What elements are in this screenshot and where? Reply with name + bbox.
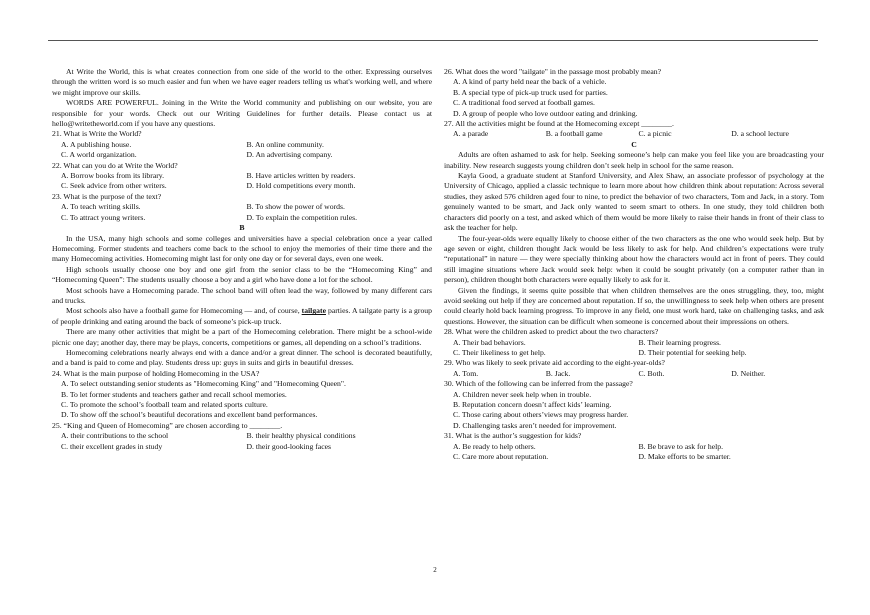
option-d: D. Challenging tasks aren’t needed for improvement. bbox=[453, 420, 617, 430]
paragraph: High schools usually choose one boy and one girl from the senior class to be the “Homecoming King” and “Homecoming Queen”: The students usually choose a boy and a girl who have done a lot for the school. bbox=[52, 264, 432, 285]
option-d: D. Neither. bbox=[731, 368, 766, 378]
question-stem: 30. Which of the following can be inferred from the passage? bbox=[444, 379, 633, 389]
tailgate-word: tailgate bbox=[301, 306, 326, 316]
question-30 bbox=[444, 379, 824, 431]
section-heading-c: C bbox=[631, 139, 637, 149]
option-b: B. their healthy physical conditions bbox=[246, 431, 356, 441]
question-stem: 26. What does the word "tailgate" in the passage most probably mean? bbox=[444, 67, 662, 76]
paragraph: In the USA, many high schools and some colleges and universities have a special celebration once a year called Homecoming. Former students and teachers come back to the school to enjoy the memories of their time there and the many Homecoming activities. Homecoming might last for only one day or for several days, even one week. bbox=[52, 233, 432, 264]
option-b: B. An online community. bbox=[246, 139, 324, 149]
header-rule bbox=[48, 40, 818, 41]
paragraph: Given the findings, it seems quite possible that when children themselves are the ones struggling, they, too, might avoid seeking out help if they are concerned about reputation. If so, the unwillingness to seek help when others are present could clearly hold back learning progress. To improve in any field, one must work hard, take on challenging tasks, and ask questions. However, the situation can be difficult when someone is concerned about their impressions on others. bbox=[444, 285, 824, 326]
paragraph: Adults are often ashamed to ask for help. Seeking someone’s help can make you feel like you are broadcasting your inability. New research suggests young children don’t seek help in school for the same reason. bbox=[444, 150, 824, 170]
question-stem: 31. What is the author’s suggestion for kids? bbox=[444, 431, 582, 441]
option-b: B. Reputation concern doesn’t affect kids’ learning. bbox=[453, 400, 612, 409]
question-22 bbox=[52, 161, 432, 192]
option-c: C. Seek advice from other writers. bbox=[61, 181, 167, 191]
option-a: A. To select outstanding senior students as "Homecoming King" and "Homecoming Queen". bbox=[61, 379, 346, 389]
option-d: D. An advertising company. bbox=[246, 150, 333, 160]
option-c: C. Their likeliness to get help. bbox=[453, 347, 546, 357]
option-c: C. a picnic bbox=[638, 129, 672, 139]
option-b: B. Be brave to ask for help. bbox=[638, 441, 724, 451]
option-a: A. Tom. bbox=[453, 368, 479, 378]
paragraph: Kayla Good, a graduate student at Stanford University, and Alex Shaw, an associate professor of psychology at the University of Chicago, applied a classic technique to learn more about how children think about reputation: Across several studies, they asked 576 children aged four to nine, to predict the behavior of two characters, Tom and Jack, in a story. Tom genuinely wanted to be smart, and Jack only wanted to seem smart to others. In one study, they told children both characters did poorly on a test, and asked which of them would be more likely to raise their hands in front of their class to ask the teacher for help. bbox=[444, 171, 824, 233]
option-b: B. To show the power of words. bbox=[246, 202, 345, 212]
question-stem: 25. “King and Queen of Homecoming” are chosen according to ________. bbox=[52, 420, 283, 430]
option-a: A. To teach writing skills. bbox=[61, 202, 141, 212]
option-a: A. Borrow books from its library. bbox=[61, 171, 165, 181]
question-23 bbox=[52, 192, 432, 223]
question-27 bbox=[444, 119, 824, 140]
question-stem: 27. All the activities might be found at the Homecoming except ________. bbox=[444, 119, 674, 129]
question-26 bbox=[444, 67, 824, 119]
question-stem: 28. What were the children asked to predict about the two characters? bbox=[444, 327, 659, 337]
option-b: B. A special type of pick-up truck used for parties. bbox=[453, 87, 608, 97]
option-a: A. A kind of party held near the back of a vehicle. bbox=[453, 77, 607, 87]
option-d: D. their good-looking faces bbox=[246, 441, 332, 451]
paragraph-tailgate: Most schools also have a football game for Homecoming — and, of course, tailgate parties. A tailgate party is a group of people drinking and eating around the back of someone’s pick-up truck. bbox=[52, 306, 432, 326]
option-b: B. Their learning progress. bbox=[638, 337, 721, 347]
question-24 bbox=[52, 369, 432, 421]
option-d: D. a school lecture bbox=[731, 129, 789, 139]
question-stem: 22. What can you do at Write the World? bbox=[52, 160, 178, 170]
option-b: B. Have articles written by readers. bbox=[246, 171, 356, 181]
question-29 bbox=[444, 358, 824, 379]
option-d: D. Their potential for seeking help. bbox=[638, 347, 747, 357]
option-d: D. To show off the school’s beautiful decorations and excellent band performances. bbox=[61, 410, 318, 420]
option-d: D. Make efforts to be smarter. bbox=[638, 452, 731, 462]
paragraph: WORDS ARE POWERFUL. Joining in the Write the World community and publishing on our website, you are responsible for your words. Check out our Writing Guidelines for further details. Please contact us at hello@writetheworld.com if you have any questions. bbox=[52, 98, 432, 129]
option-c: C. A traditional food served at football games. bbox=[453, 98, 595, 108]
question-25 bbox=[52, 421, 432, 452]
section-heading-b: B bbox=[239, 223, 245, 233]
paragraph: Most schools have a Homecoming parade. The school band will often lead the way, followed by many different cars and trucks. bbox=[52, 285, 432, 305]
option-d: D. To explain the competition rules. bbox=[246, 212, 358, 222]
option-d: D. Hold competitions every month. bbox=[246, 181, 356, 191]
option-c: C. Those caring about others’views may progress harder. bbox=[453, 410, 629, 420]
paragraph: Homecoming celebrations nearly always end with a dance and/or a great dinner. The school is decorated beautifully, and a band is paid to come and play. Students dress up: guys in suits and girls in beautiful dresses. bbox=[52, 347, 432, 368]
option-c: C. their excellent grades in study bbox=[61, 441, 163, 451]
paragraph: The four-year-olds were equally likely to choose either of the two characters as the one who would seek help. But by age seven or eight, children thought Jack would be less likely to ask for help. And children’s expectations were truly “reputational” in nature — they were specially thinking about how the characters would act in front of peers. They could still imagine situations where Jack would seek help: when it could be sought privately (on a computer rather than in person), children thought both characters were equally likely to ask for it. bbox=[444, 233, 824, 285]
option-b: B. To let former students and teachers gather and recall school memories. bbox=[61, 389, 287, 399]
option-c: C. To attract young writers. bbox=[61, 212, 146, 222]
option-c: C. A world organization. bbox=[61, 150, 137, 160]
question-stem: 21. What is Write the World? bbox=[52, 129, 142, 139]
option-a: A. Their bad behaviors. bbox=[453, 337, 526, 347]
question-stem: 29. Who was likely to seek private aid according to the eight-year-olds? bbox=[444, 358, 665, 368]
page-number: 2 bbox=[433, 566, 437, 574]
option-a: A. Children never seek help when in trouble. bbox=[453, 389, 592, 399]
option-d: D. A group of people who love outdoor eating and drinking. bbox=[453, 108, 638, 118]
question-stem: 23. What is the purpose of the text? bbox=[52, 191, 162, 201]
option-c: C. Both. bbox=[638, 368, 665, 378]
option-b: B. a football game bbox=[545, 129, 603, 139]
option-c: C. To promote the school’s football team and related sports culture. bbox=[61, 400, 268, 409]
option-a: A. their contributions to the school bbox=[61, 431, 169, 441]
paragraph: There are many other activities that might be a part of the Homecoming celebration. There might be a school-wide picnic one day; another day, there may be plays, concerts, competitions or games, all depending on a school’s traditions. bbox=[52, 327, 432, 347]
question-28 bbox=[444, 327, 824, 358]
option-c: C. Care more about reputation. bbox=[453, 452, 549, 462]
right-column bbox=[444, 67, 824, 462]
option-a: A. Be ready to help others. bbox=[453, 441, 536, 451]
left-column bbox=[52, 67, 432, 452]
option-a: A. A publishing house. bbox=[61, 139, 132, 149]
question-31 bbox=[444, 431, 824, 462]
option-a: A. a parade bbox=[453, 129, 489, 139]
question-21 bbox=[52, 129, 432, 160]
option-b: B. Jack. bbox=[545, 368, 571, 378]
paragraph: At Write the World, this is what creates connection from one side of the world to the other. Expressing ourselves through the written word is so much easier and fun when we have eager readers telling us what's working well, and where we might improve our skills. bbox=[52, 67, 432, 97]
question-stem: 24. What is the main purpose of holding Homecoming in the USA? bbox=[52, 368, 260, 378]
